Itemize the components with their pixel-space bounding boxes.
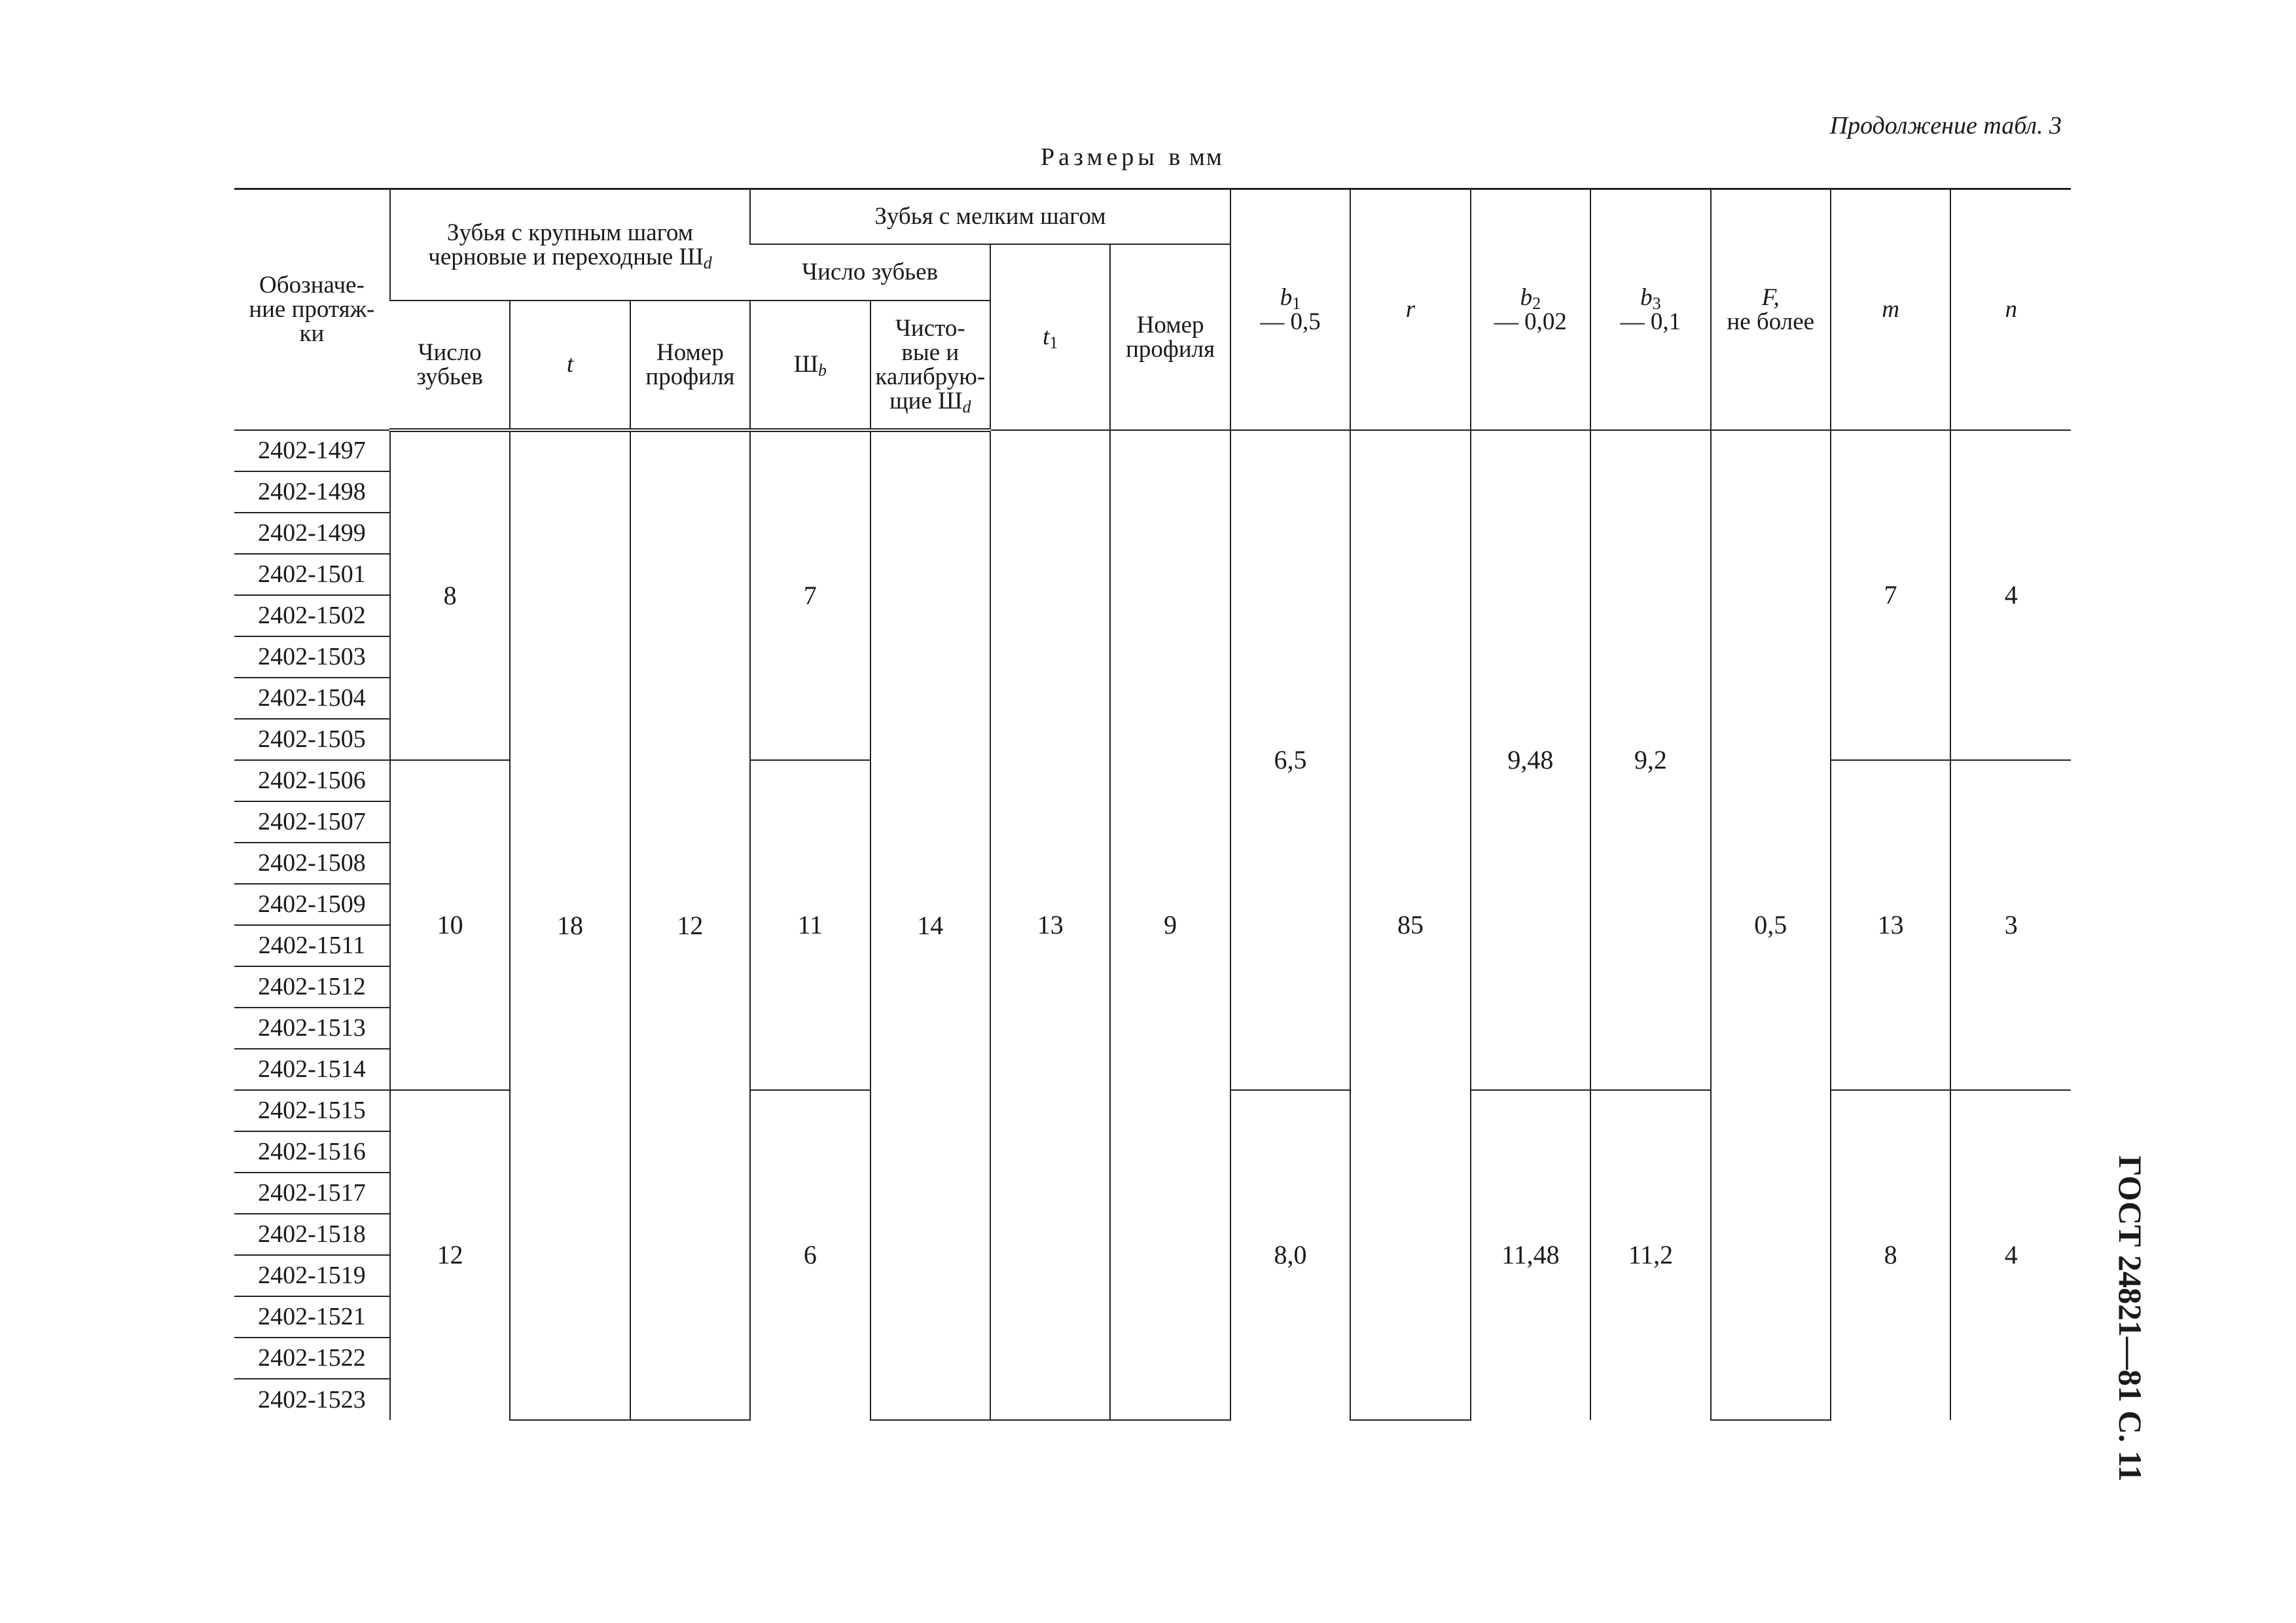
header-fine-profile: Номер профиля — [1110, 244, 1230, 430]
coarse-profile-cell: 12 — [630, 430, 750, 1420]
row-code: 2402-1517 — [234, 1173, 390, 1214]
b1-cell: 8,0 — [1230, 1090, 1350, 1420]
header-r: r — [1350, 189, 1470, 430]
header-designation: Обозначе- ние протяж- ки — [234, 189, 390, 430]
n-cell: 4 — [1950, 1090, 2071, 1420]
b3-cell: 9,2 — [1590, 430, 1710, 1090]
row-code: 2402-1509 — [234, 884, 390, 925]
finishing-cell: 14 — [870, 430, 990, 1420]
header-m: m — [1831, 189, 1950, 430]
header-F: F, не более — [1711, 189, 1831, 430]
row-code: 2402-1507 — [234, 801, 390, 843]
b3-cell: 11,2 — [1590, 1090, 1710, 1420]
m-cell: 8 — [1831, 1090, 1950, 1420]
row-code: 2402-1506 — [234, 760, 390, 801]
row-code: 2402-1502 — [234, 595, 390, 636]
fine-profile-cell: 9 — [1110, 430, 1230, 1420]
coarse-count-cell: 10 — [390, 760, 510, 1090]
b1-cell: 6,5 — [1230, 430, 1350, 1090]
continuation-label: Продолжение табл. 3 — [1829, 112, 2062, 139]
document-code: ГОСТ 24821—81 С. 11 — [2112, 1156, 2149, 1482]
t1-cell: 13 — [990, 430, 1110, 1420]
row-code: 2402-1505 — [234, 719, 390, 760]
row-code: 2402-1504 — [234, 678, 390, 719]
r-cell: 85 — [1350, 430, 1470, 1420]
header-fine-teeth-count: Число зубьев — [750, 244, 990, 301]
sh-b-cell: 7 — [750, 430, 870, 760]
data-table — [234, 188, 2071, 1421]
row-code: 2402-1518 — [234, 1214, 390, 1255]
header-b3: $b_3$ — 0,1 — [1590, 189, 1710, 430]
row-code: 2402-1501 — [234, 554, 390, 595]
row-code: 2402-1522 — [234, 1338, 390, 1379]
coarse-count-cell: 8 — [390, 430, 510, 760]
row-code: 2402-1498 — [234, 471, 390, 513]
header-b2: $b_2$ — 0,02 — [1471, 189, 1590, 430]
header-finishing: Чисто- вые и калибрую- щие $Ш_d$ — [870, 301, 990, 430]
row-code: 2402-1499 — [234, 513, 390, 554]
row-code: 2402-1521 — [234, 1296, 390, 1338]
header-n: n — [1950, 189, 2071, 430]
sh-b-cell: 6 — [750, 1090, 870, 1420]
row-code: 2402-1497 — [234, 430, 390, 471]
header-b1: $b_1$ — 0,5 — [1230, 189, 1350, 430]
header-t: t — [510, 301, 630, 430]
row-code: 2402-1511 — [234, 925, 390, 966]
row-code: 2402-1514 — [234, 1049, 390, 1090]
header-t1: $t_1$ — [990, 244, 1110, 430]
header-coarse-profile: Номер профиля — [630, 301, 750, 430]
row-code: 2402-1519 — [234, 1255, 390, 1296]
b2-cell: 9,48 — [1471, 430, 1590, 1090]
row-code: 2402-1513 — [234, 1008, 390, 1049]
t-cell: 18 — [510, 430, 630, 1420]
n-cell: 3 — [1950, 760, 2071, 1090]
F-cell: 0,5 — [1711, 430, 1831, 1420]
units-label — [1041, 143, 1223, 172]
b2-cell: 11,48 — [1471, 1090, 1590, 1420]
row-code: 2402-1523 — [258, 1385, 366, 1413]
row-code: 2402-1512 — [234, 966, 390, 1008]
coarse-count-cell: 12 — [390, 1090, 510, 1420]
m-cell: 13 — [1831, 760, 1950, 1090]
row-code: 2402-1515 — [234, 1090, 390, 1131]
header-coarse-group: Зубья с крупным шагом черновые и переходные $Ш_d$ — [390, 189, 750, 301]
units-word: Размеры — [1041, 143, 1158, 171]
header-sh-b: $Ш_b$ — [750, 301, 870, 430]
m-cell: 7 — [1831, 430, 1950, 760]
header-coarse-count: Число зубьев — [390, 301, 510, 430]
row-code: 2402-1503 — [234, 636, 390, 678]
n-cell: 4 — [1950, 430, 2071, 760]
header-fine-group: Зубья с мелким шагом — [750, 189, 1230, 244]
row-code: 2402-1516 — [234, 1131, 390, 1173]
row-code: 2402-1508 — [234, 843, 390, 884]
units-mm: в мм — [1168, 143, 1223, 171]
sh-b-cell: 11 — [750, 760, 870, 1090]
